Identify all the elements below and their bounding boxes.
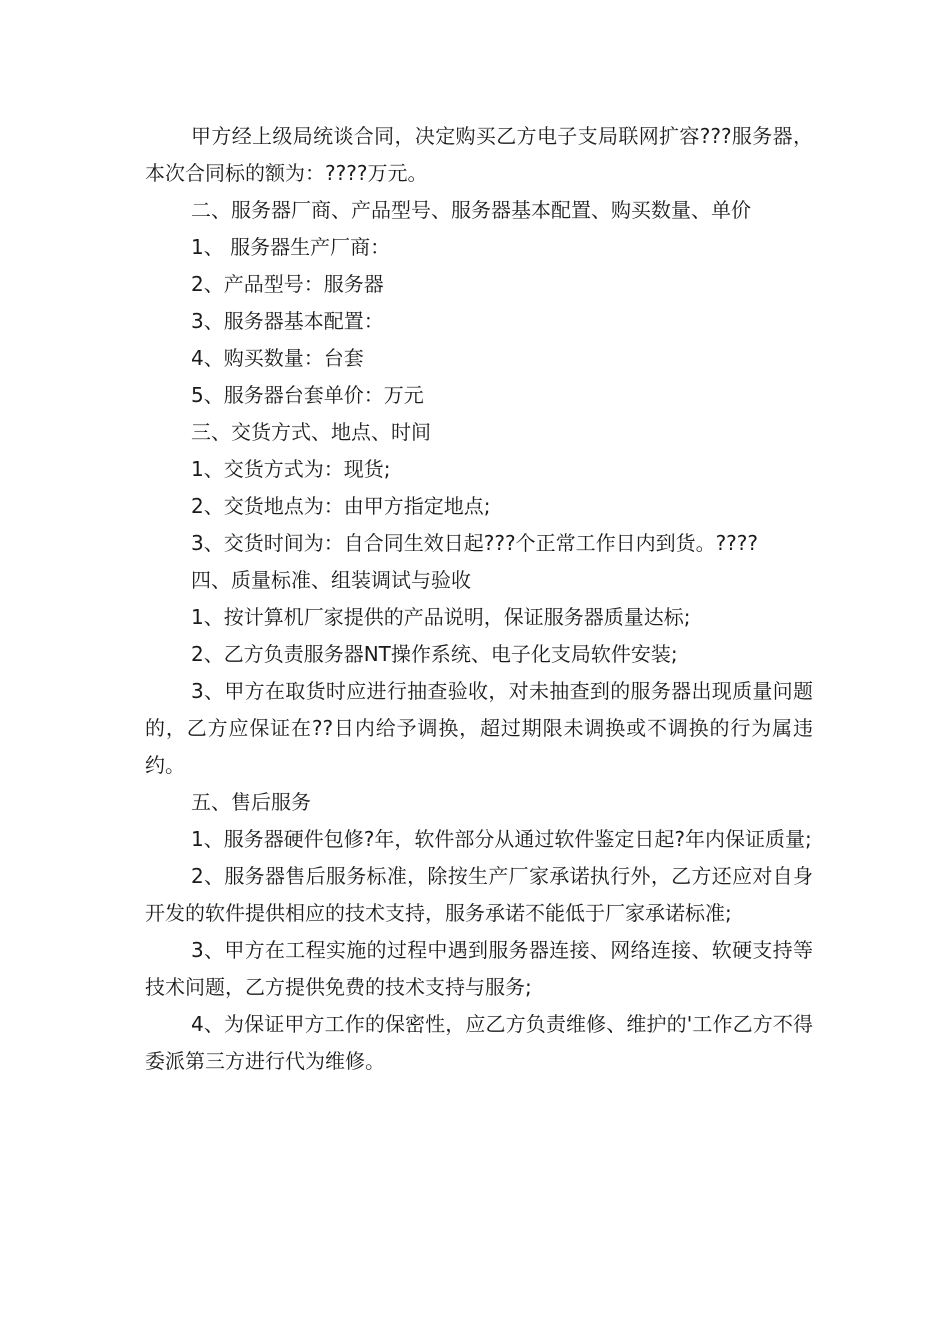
document-body: [145, 118, 813, 1080]
paragraph-intro: 甲方经上级局统谈合同，决定购买乙方电子支局联网扩容???服务器，本次合同标的额为：????万元。: [145, 124, 813, 185]
heading-section-2: 二、服务器厂商、产品型号、服务器基本配置、购买数量、单价: [191, 198, 751, 222]
list-item: 1、交货方式为：现货;: [191, 457, 391, 481]
list-item: 3、交货时间为：自合同生效日起???个正常工作日内到货。????: [191, 531, 759, 555]
list-item: 5、服务器台套单价：万元: [191, 383, 424, 407]
heading-section-3: 三、交货方式、地点、时间: [191, 420, 431, 444]
heading-section-5: 五、售后服务: [191, 790, 311, 814]
list-item: 3、甲方在工程实施的过程中遇到服务器连接、网络连接、软硬支持等技术问题，乙方提供免费的技术支持与服务;: [145, 938, 813, 999]
list-item: 2、交货地点为：由甲方指定地点;: [191, 494, 491, 518]
list-item: 1、 服务器生产厂商：: [191, 235, 391, 259]
list-item: 1、按计算机厂家提供的产品说明，保证服务器质量达标;: [191, 605, 691, 629]
list-item: 2、乙方负责服务器NT操作系统、电子化支局软件安装;: [191, 642, 678, 666]
list-item: 4、为保证甲方工作的保密性，应乙方负责维修、维护的'工作乙方不得委派第三方进行代为维修。: [145, 1012, 813, 1073]
list-item: 1、服务器硬件包修?年，软件部分从通过软件鉴定日起?年内保证质量;: [191, 827, 812, 851]
list-item: 4、购买数量：台套: [191, 346, 364, 370]
list-item: 3、甲方在取货时应进行抽查验收，对未抽查到的服务器出现质量问题的，乙方应保证在??日内给予调换，超过期限未调换或不调换的行为属违约。: [145, 679, 813, 777]
list-item: 2、服务器售后服务标准，除按生产厂家承诺执行外，乙方还应对自身开发的软件提供相应的技术支持，服务承诺不能低于厂家承诺标准;: [145, 864, 813, 925]
list-item: 2、产品型号：服务器: [191, 272, 384, 296]
list-item: 3、服务器基本配置：: [191, 309, 384, 333]
heading-section-4: 四、质量标准、组装调试与验收: [191, 568, 471, 592]
